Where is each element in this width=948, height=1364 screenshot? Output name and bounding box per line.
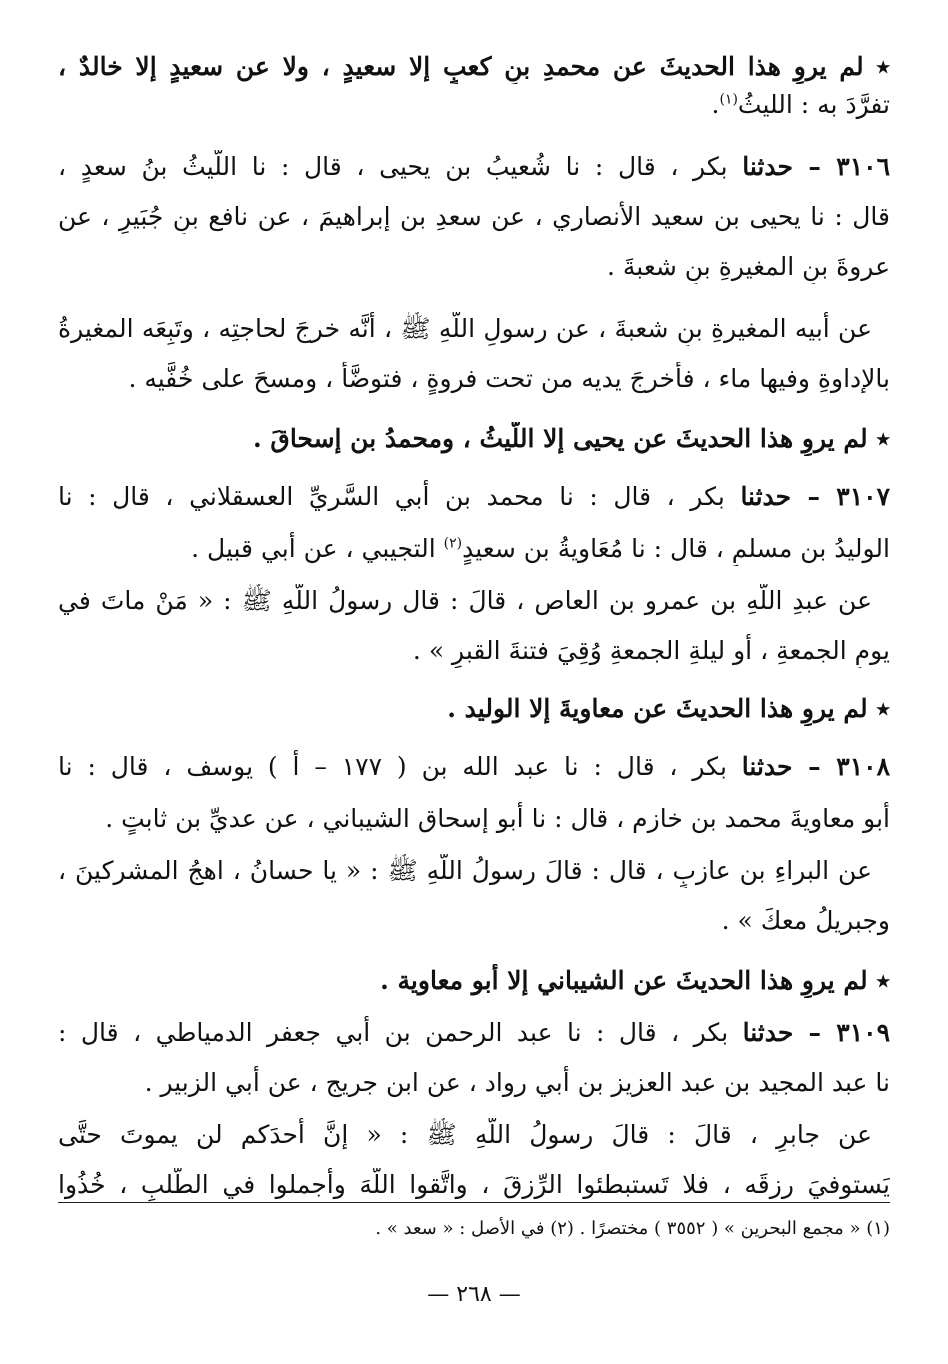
text-line [58,1168,890,1202]
line-text: بكر ، قال : نا محمد بن أبي السَّريِّ العسقلاني ، قال : نا [58,482,741,511]
text-line [58,150,890,184]
line-text: ٭ لم يروِ هذا الحديثَ عن يحيى إلا اللَّيثُ ، ومحمدُ بن إسحاقَ . [253,424,890,453]
text-line [58,200,890,234]
footnote: (١) « مجمع البحرين » ( ٣٥٥٢ ) مختصرًا . (٢) في الأصل : « سعد » . [375,1218,890,1239]
text-line [58,1016,890,1050]
line-text: تفرَّدَ به : الليثُ [737,90,890,119]
line-text: بكر ، قال : نا شُعيبُ بن يحيى ، قال : نا اللَّيثُ بنُ سعدٍ ، [58,152,743,181]
text-line [58,1118,890,1152]
text-line [58,964,890,998]
line-text: بالإداوةِ وفيها ماء ، فأخرجَ يديه من تحت فروةٍ ، فتوضَّأ ، ومسحَ على خُفَّيه . [128,364,890,393]
line-text: عن البراءِ بن عازبٍ ، قال : قالَ رسولُ اللَّهِ ﷺ : « يا حسانُ ، اهجُ المشركينَ ، [58,856,872,885]
line-text: قال : نا يحيى بن سعيد الأنصاري ، عن سعدِ بن إبراهيمَ ، عن نافع بنِ جُبَيرٍ ، عن [58,202,890,231]
line-text-continued: . [711,90,720,119]
line-text: عروةَ بنِ المغيرةِ بنِ شعبةَ . [606,252,890,281]
text-line [58,532,890,566]
text-line [58,88,890,122]
text-line [58,802,890,836]
line-text: ٭ لم يروِ هذا الحديثَ عن الشيباني إلا أبو معاوية . [380,966,890,995]
hadith-number: ٣١٠٨ – حدثنا [741,752,890,781]
document-page [58,50,890,1340]
line-text: أبو معاويةَ محمد بن خازم ، قال : نا أبو إسحاق الشيباني ، عن عديِّ بن ثابتٍ . [105,804,890,833]
line-text: عن أبيه المغيرةِ بنِ شعبةَ ، عن رسولِ اللَّهِ ﷺ ، أنَّه خرجَ لحاجتِه ، وتَبِعَه المغيرةُ [58,314,872,343]
line-text: عن عبدِ اللَّهِ بن عمرو بن العاص ، قالَ : قال رسولُ اللَّهِ ﷺ : « مَنْ ماتَ في [58,586,872,615]
line-text: الوليدُ بن مسلمٍ ، قال : نا مُعَاويةُ بن سعيدٍ [462,534,890,563]
hadith-number: ٣١٠٩ – حدثنا [742,1018,890,1047]
line-text-continued: التجيبي ، عن أبي قبيل . [191,534,444,563]
text-line [58,422,890,456]
text-line [58,50,890,84]
text-line [58,584,890,618]
footnote-marker: (٢) [443,535,463,552]
text-line [58,634,890,668]
text-line [58,904,890,938]
hadith-number: ٣١٠٧ – حدثنا [740,482,890,511]
text-line [58,362,890,396]
footnote-divider [58,1202,890,1203]
line-text: يومِ الجمعةِ ، أو ليلةِ الجمعةِ وُقِيَ فتنةَ القبرِ » . [412,636,890,665]
page-number: — ٢٦٨ — [427,1282,521,1307]
line-text: بكر ، قال : نا عبد الرحمن بن أبي جعفر الدمياطي ، قال : [58,1018,743,1047]
line-text: ٭ لم يروِ هذا الحديثَ عن محمدِ بنِ كعبٍ إلا سعيدٍ ، ولا عن سعيدٍ إلا خالدٌ ، [58,52,890,81]
text-line [58,692,890,726]
line-text: يَستوفيَ رزقَه ، فلا تَستبطئوا الرِّزقَ ، واتَّقوا اللَّهَ وأجملوا في الطَّلبِ ، خُذُوا [58,1170,890,1199]
line-text: عن جابرٍ ، قالَ : قالَ رسولُ اللَّهِ ﷺ : « إنَّ أحدَكم لن يموتَ حتَّى [58,1120,872,1149]
line-text: ٭ لم يروِ هذا الحديثَ عن معاويةَ إلا الوليد . [447,694,890,723]
text-line [58,1066,890,1100]
footnote-marker: (١) [719,91,738,108]
line-text: بكر ، قال : نا عبد الله بن ( ١٧٧ – أ ) يوسف ، قال : نا [58,752,742,781]
text-line [58,250,890,284]
text-line [58,854,890,888]
text-line [58,750,890,784]
line-text: وجبريلُ معكَ » . [721,906,890,935]
text-line [58,312,890,346]
line-text: نا عبد المجيد بن عبد العزيز بن أبي رواد ، عن ابن جريج ، عن أبي الزبير . [144,1068,890,1097]
hadith-number: ٣١٠٦ – حدثنا [742,152,890,181]
text-line [58,480,890,514]
